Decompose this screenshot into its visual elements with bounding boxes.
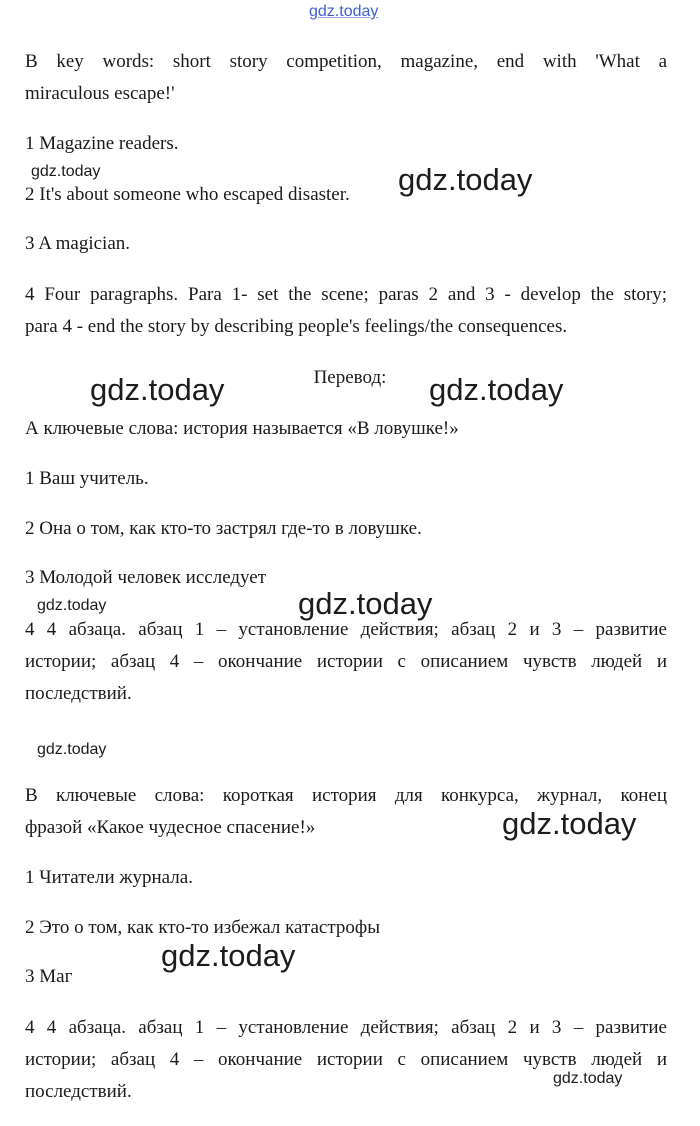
russian-b-item-4: [25, 1012, 667, 1108]
text-line: miraculous escape!': [25, 83, 175, 104]
text-line: В ключевые слова: короткая история для конкурса, журнал, конец: [25, 785, 667, 806]
watermark-top: gdz.today: [309, 3, 379, 20]
english-item-3: 3 A magician.: [25, 233, 131, 254]
text-line: 4 4 абзаца. абзац 1 – установление действия; абзац 2 и 3 – развитие: [25, 1017, 667, 1038]
english-item-1: 1 Magazine readers.: [25, 133, 179, 154]
watermark: gdz.today: [161, 938, 296, 973]
russian-a-item-4: [25, 614, 667, 710]
watermark: gdz.today: [553, 1070, 623, 1087]
text-line: истории; абзац 4 – окончание истории с описанием чувств людей и: [25, 651, 667, 672]
text-line: 4 Four paragraphs. Para 1- set the scene; paras 2 and 3 - develop the story;: [25, 284, 667, 305]
translation-heading: Перевод:: [313, 367, 387, 388]
text-line: истории; абзац 4 – окончание истории с описанием чувств людей и: [25, 1049, 667, 1070]
russian-b-item-1: 1 Читатели журнала.: [25, 867, 193, 888]
text-line: последствий.: [25, 1081, 132, 1102]
watermark: gdz.today: [90, 372, 225, 407]
english-item-2: 2 It's about someone who escaped disaster.: [25, 184, 350, 205]
watermark: gdz.today: [31, 163, 101, 180]
watermark: gdz.today: [37, 741, 107, 758]
russian-b-item-3: 3 Маг: [25, 966, 73, 987]
russian-a-item-2: 2 Она о том, как кто-то застрял где-то в ловушке.: [25, 518, 422, 539]
watermark: gdz.today: [298, 586, 433, 621]
russian-a-item-3: 3 Молодой человек исследует: [25, 567, 267, 588]
text-line: B key words: short story competition, magazine, end with 'What a: [25, 51, 667, 72]
english-key-words: [25, 46, 667, 110]
text-line: para 4 - end the story by describing people's feelings/the consequences.: [25, 316, 568, 337]
russian-a-item-1: 1 Ваш учитель.: [25, 468, 149, 489]
russian-a-key-words: А ключевые слова: история называется «В ловушке!»: [25, 418, 459, 439]
watermark: gdz.today: [502, 806, 637, 841]
text-line: 4 4 абзаца. абзац 1 – установление действия; абзац 2 и 3 – развитие: [25, 619, 667, 640]
english-item-4: [25, 279, 667, 343]
russian-b-item-2: 2 Это о том, как кто-то избежал катастрофы: [25, 917, 380, 938]
watermark: gdz.today: [398, 162, 533, 197]
russian-b-key-words: [25, 780, 667, 844]
watermark: gdz.today: [429, 372, 564, 407]
text-line: последствий.: [25, 683, 132, 704]
watermark: gdz.today: [37, 597, 107, 614]
text-line: фразой «Какое чудесное спасение!»: [25, 817, 316, 838]
